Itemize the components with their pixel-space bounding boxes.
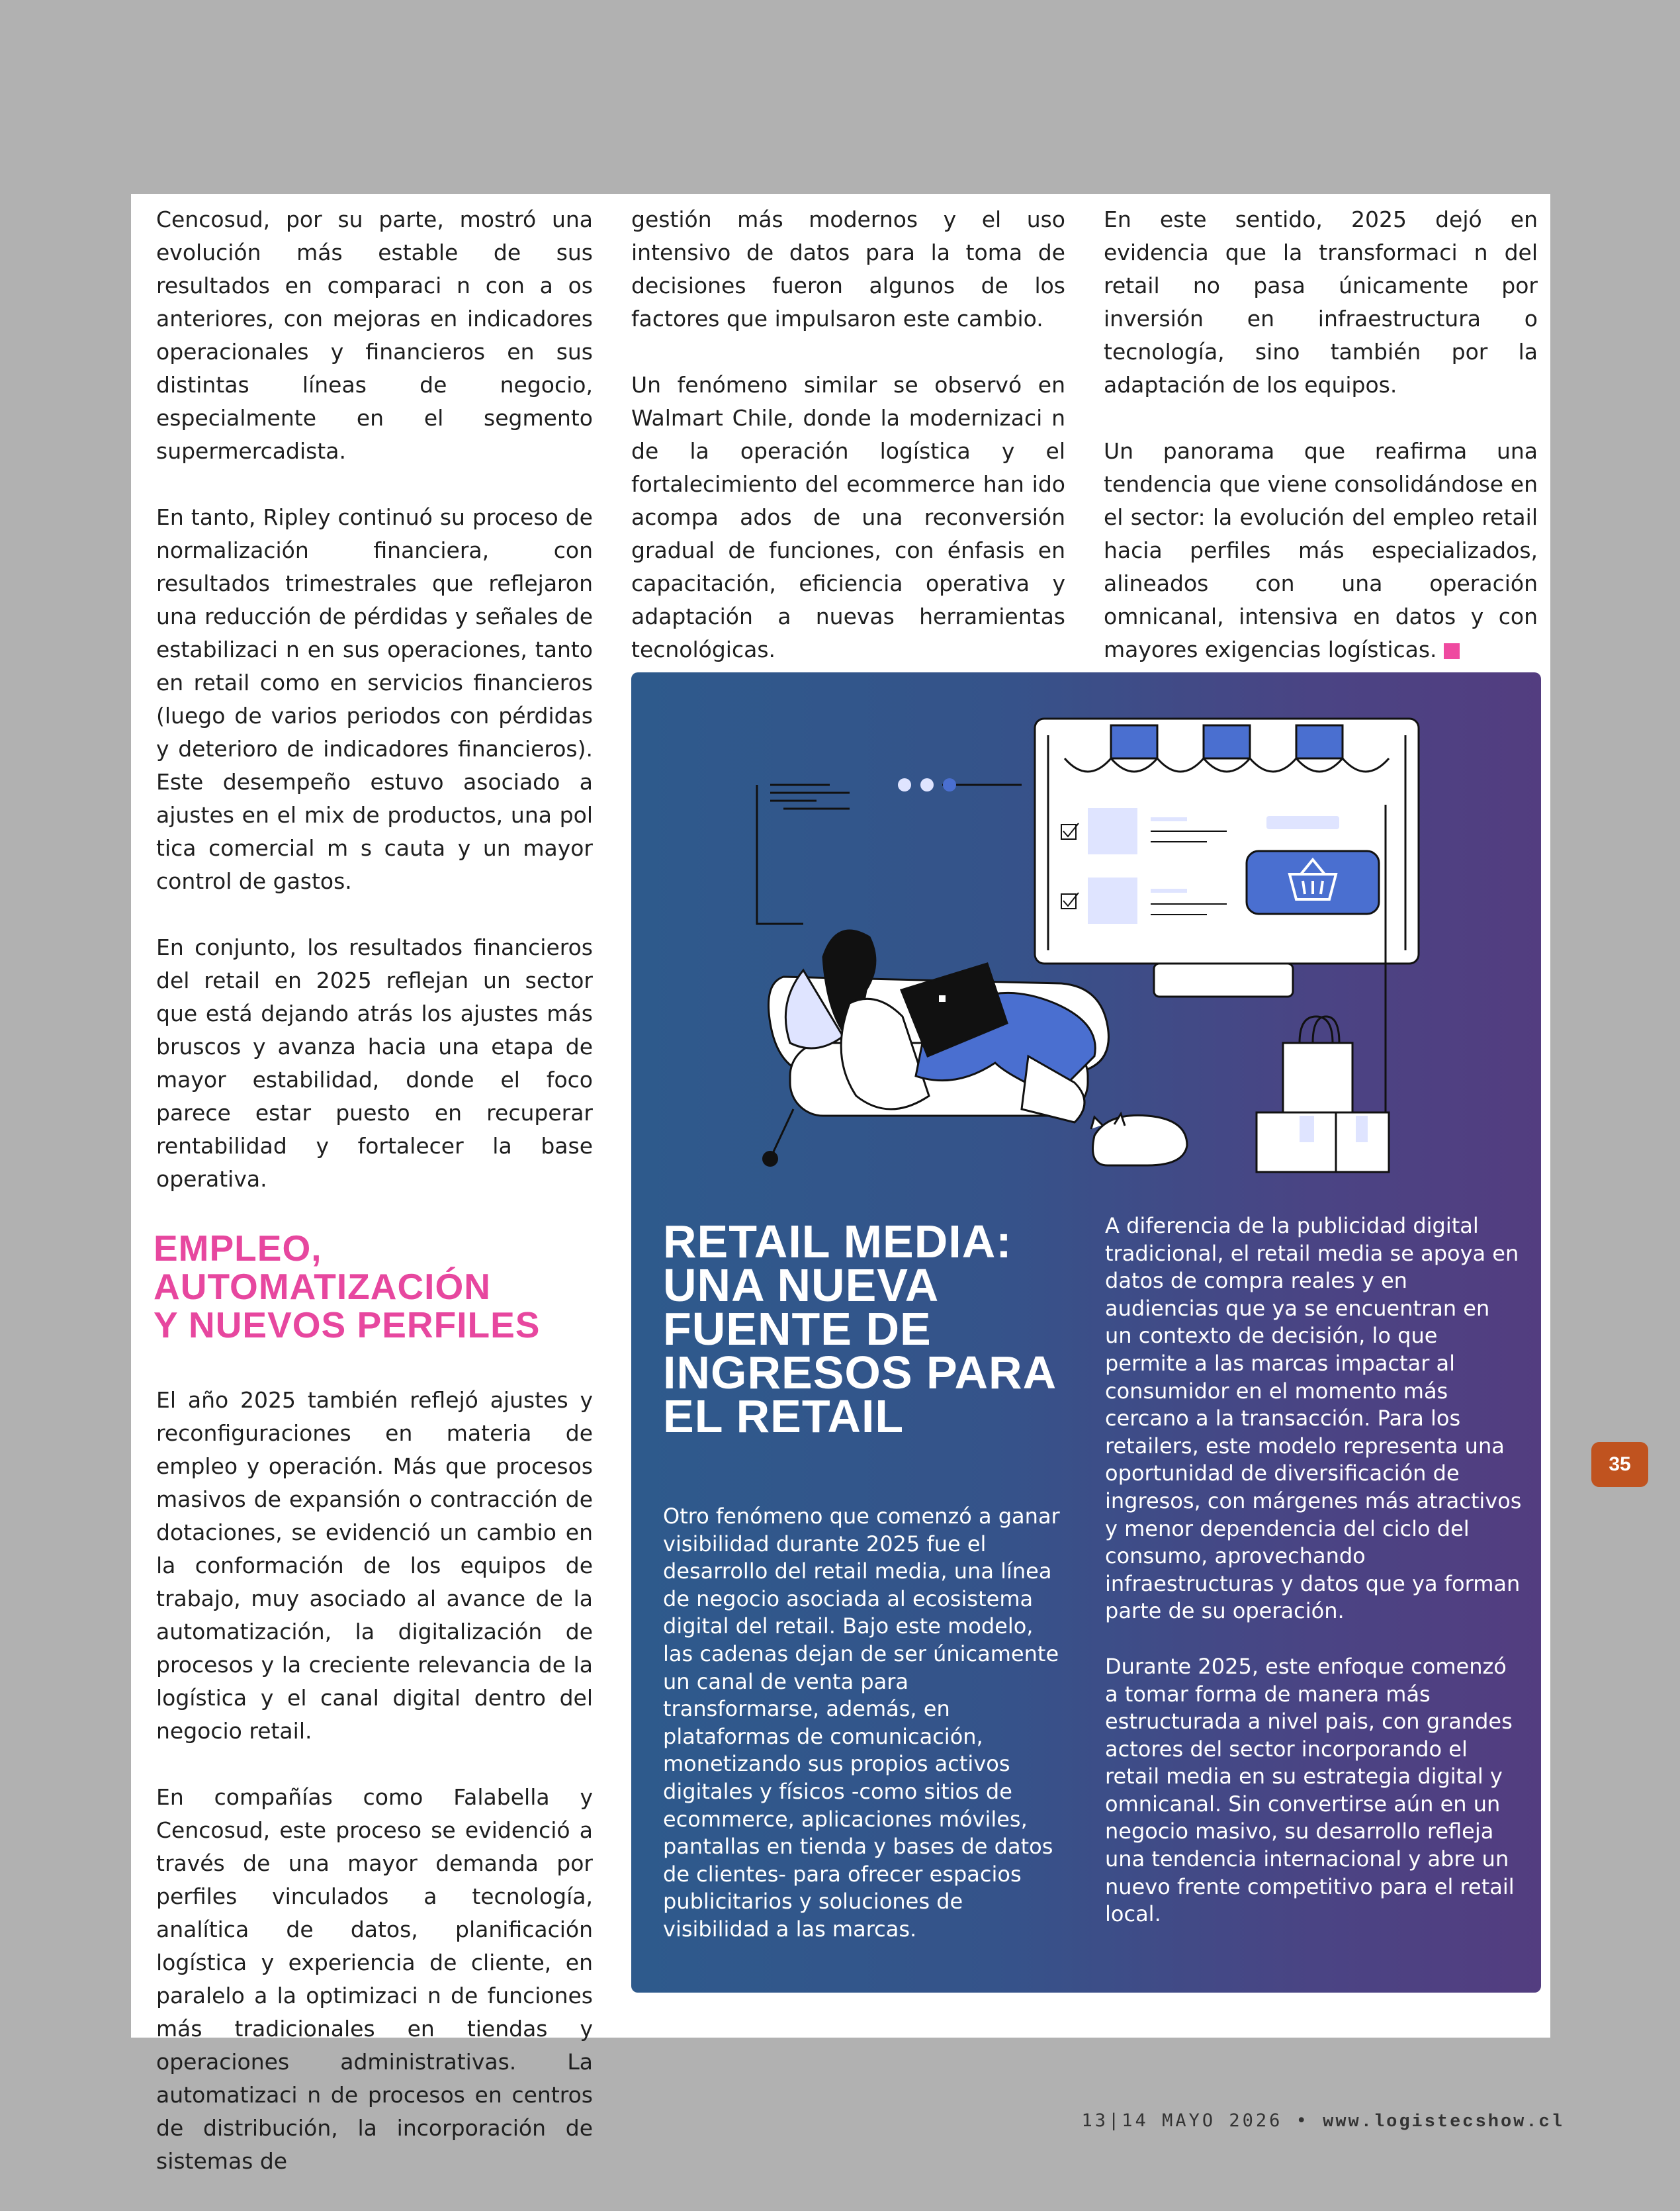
page-number-badge: 35 bbox=[1591, 1442, 1648, 1487]
end-of-article-mark bbox=[1444, 643, 1460, 659]
footer bbox=[1082, 2110, 1564, 2132]
paragraph: En conjunto, los resultados financieros del retail en 2025 reflejan un sector que está dejando atrás los ajustes más bruscos y avanza hacia una etapa de mayor estabilidad, donde el foco parece estar puesto en recuperar rentabilidad y fortalecer la base operativa. bbox=[156, 934, 593, 1192]
paragraph: En compañías como Falabella y Cencosud, este proceso se evidenció a través de una mayor demanda por perfiles vinculados a tecnología, analítica de datos, planificación logística y experiencia de cliente, en paralelo a la optimizaci n de funciones más tradicionales en tiendas y operaciones administrativas. La automatizaci n de procesos en centros de distribución, la incorporación de sistemas de bbox=[156, 1784, 593, 2174]
sleeping-cat-icon bbox=[1091, 1114, 1187, 1165]
box-text-left bbox=[663, 1503, 1067, 1971]
title-line: EL RETAIL bbox=[663, 1390, 905, 1442]
text-column-3 bbox=[1104, 203, 1538, 699]
text-column-2 bbox=[631, 203, 1065, 699]
dot-icon bbox=[920, 778, 934, 791]
dot-icon bbox=[943, 778, 956, 791]
box-title bbox=[663, 1216, 1060, 1442]
box-text-right bbox=[1105, 1212, 1522, 1956]
dot-icon bbox=[898, 778, 911, 791]
paragraph: Durante 2025, este enfoque comenzó a tomar forma de manera más estructurada a nivel pais, con grandes actores del sector incorporando el retail media en su estrategia digital y omnicanal. Sin convertirse aún en un negocio masivo, su desarrollo refleja una tendencia internacional y abre un nuevo frente competitivo para el retail local. bbox=[1105, 1653, 1515, 1927]
shopping-bag-icon bbox=[1283, 1016, 1352, 1119]
paragraph-text: Un panorama que reafirma una tendencia que viene consolidándose en el sector: la evolución del empleo retail hacia perfiles más especializados, alineados con una operación omnicanal, intensiva en datos y con mayores exigencias logísticas. bbox=[1104, 438, 1538, 662]
paragraph: El año 2025 también reflejó ajustes y reconfiguraciones en materia de empleo y operación. Más que procesos masivos de expansión o contracción de dotaciones, se evidenció un cambio en la conformación de los equipos de trabajo, muy asociado al avance de la automatización, la digitalización de procesos y la creciente relevancia de la logística y el canal digital dentro del negocio retail. bbox=[156, 1387, 593, 1744]
paragraph: En este sentido, 2025 dejó en evidencia que la transformaci n del retail no pasa únicamente por inversión en infraestructura o tecnología, sino también por la adaptación de los equipos. bbox=[1104, 206, 1538, 398]
paragraph: gestión más modernos y el uso intensivo de datos para la toma de decisiones fueron algunos de los factores que impulsaron este cambio. bbox=[631, 206, 1065, 332]
title-line: RETAIL MEDIA: bbox=[663, 1216, 1012, 1267]
text-column-1 bbox=[156, 203, 593, 2211]
heading-line: Y NUEVOS PERFILES bbox=[154, 1304, 541, 1345]
paragraph: Otro fenómeno que comenzó a ganar visibilidad durante 2025 fue el desarrollo del retail media, una línea de negocio asociada al ecosistema digital del retail. Bajo este modelo, las cadenas dejan de ser únicamente un canal de venta para transformarse, además, en plataformas de comunicación, monetizando sus propios activos digitales y físicos -como sitios de ecommerce, aplicaciones móviles, pantallas en tienda y bases de datos de clientes- para ofrecer espacios publicitarios y soluciones de visibilidad a las marcas. bbox=[663, 1504, 1060, 1942]
paragraph bbox=[1104, 435, 1538, 666]
paragraph: En tanto, Ripley continuó su proceso de normalización financiera, con resultados trimestrales que reflejaron una reducción de pérdidas y señales de estabilizaci n en sus operaciones, tanto en retail como en servicios financieros (luego de varios periodos con pérdidas y deterioro de indicadores financieros). Este desempeño estuvo asociado a ajustes en el mix de productos, una pol tica comercial m s cauta y un mayor control de gastos. bbox=[156, 504, 593, 894]
retail-media-sidebar-box bbox=[631, 672, 1541, 1993]
lamp-base-icon bbox=[762, 1151, 778, 1167]
footer-dates: 13|14 MAYO 2026 • bbox=[1081, 2110, 1309, 2131]
footer-website: www.logistecshow.cl bbox=[1323, 2112, 1564, 2132]
paragraph: Cencosud, por su parte, mostró una evolución más estable de sus resultados en comparaci n con a os anteriores, con mejoras en indicadores operacionales y financieros en sus distintas líneas de negocio, especialmente en el segmento supermercadista. bbox=[156, 206, 593, 464]
title-line: INGRESOS PARA bbox=[663, 1347, 1057, 1398]
section-heading bbox=[154, 1229, 593, 1344]
paragraph: Un fenómeno similar se observó en Walmart Chile, donde la modernizaci n de la operación logística y el fortalecimiento del ecommerce han ido acompa ados de una reconversión gradual de funciones, con énfasis en capacitación, eficiencia operativa y adaptación a nuevas herramientas tecnológicas. bbox=[631, 372, 1065, 662]
heading-line: EMPLEO, bbox=[154, 1228, 322, 1269]
heading-line: AUTOMATIZACIÓN bbox=[154, 1266, 491, 1307]
title-line: UNA NUEVA bbox=[663, 1259, 940, 1311]
title-line: FUENTE DE bbox=[663, 1303, 932, 1355]
online-shopping-illustration bbox=[631, 672, 1541, 1175]
paragraph: A diferencia de la publicidad digital tradicional, el retail media se apoya en datos de compra reales y en audiencias que ya se encuentran en un contexto de decisión, lo que permite a las marcas impactar al consumidor en el momento más cercano a la transacción. Para los retailers, este modelo representa una oportunidad de diversificación de ingresos, con márgenes más atractivos y menor dependencia del ciclo del consumo, aprovechando infraestructuras y datos que ya forman parte de su operación. bbox=[1105, 1213, 1522, 1624]
